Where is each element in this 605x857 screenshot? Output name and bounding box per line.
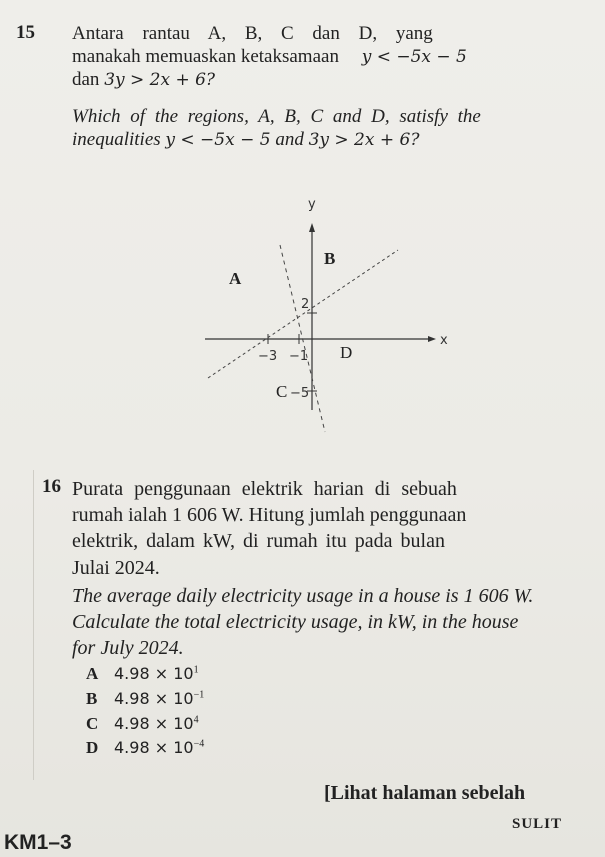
q15-english-line-2-text: inequalities [72, 129, 161, 150]
q16-malay-line-3: elektrik, dalam kW, di rumah itu pada bulan [72, 530, 445, 552]
option-d[interactable] [86, 738, 204, 758]
q15-malay-line-1: Antara rantau A, B, C dan D, yang [72, 23, 433, 44]
option-c[interactable] [86, 714, 199, 734]
q15-english-line-1: Which of the regions, A, B, C and D, satisfy the [72, 106, 481, 127]
question-15-number: 15 [16, 22, 35, 43]
next-page-note: [Lihat halaman sebelah [324, 782, 526, 804]
tick-label-x-neg1: −1 [289, 349, 309, 364]
q15-english-inequality-2: 3y > 2x + 6? [308, 130, 420, 150]
q16-malay-line-2: rumah ialah 1 606 W. Hitung jumlah penggunaan [72, 504, 467, 526]
paper-code: KM1–3 [4, 831, 72, 854]
q15-inequality-2: 3y > 2x + 6? [104, 70, 216, 90]
tick-label-y-neg5: −5 [290, 386, 310, 401]
region-a-label: A [229, 269, 242, 288]
option-d-exponent: −4 [193, 738, 205, 750]
x-axis-arrow-icon [428, 336, 436, 342]
option-b[interactable] [86, 689, 204, 709]
q16-malay-line-4: Julai 2024. [72, 557, 160, 579]
q15-malay-line-2-text: manakah memuaskan ketaksamaan [72, 46, 339, 67]
q15-malay-line-3-text: dan [72, 69, 100, 90]
region-b-label: B [324, 249, 336, 268]
option-c-exponent: 4 [193, 714, 199, 726]
option-d-letter: D [86, 738, 99, 757]
option-c-mantissa: 4.98 × 10 [114, 714, 194, 733]
option-b-letter: B [86, 689, 98, 708]
option-d-mantissa: 4.98 × 10 [114, 738, 194, 757]
q15-malay-line-2 [72, 45, 467, 69]
option-b-exponent: −1 [193, 689, 205, 701]
tick-label-y-2: 2 [301, 297, 310, 312]
sulit-label: SULIT [512, 816, 563, 832]
option-a[interactable] [86, 664, 199, 684]
q15-inequality-1: y < −5x − 5 [361, 47, 467, 67]
q16-malay-line-1: Purata penggunaan elektrik harian di sebuah [72, 478, 457, 500]
q15-english-inequality-1: y < −5x − 5 [165, 130, 271, 150]
option-c-letter: C [86, 714, 99, 733]
y-axis-label: y [308, 197, 316, 212]
q16-english-line-3: for July 2024. [72, 637, 184, 659]
option-a-mantissa: 4.98 × 10 [114, 664, 194, 683]
q15-english-line-2 [72, 128, 419, 152]
q15-english-and: and [275, 129, 304, 150]
region-d-label: D [340, 343, 353, 362]
option-a-letter: A [86, 664, 99, 683]
x-axis-label: x [440, 333, 448, 348]
tick-label-x-neg3: −3 [258, 349, 278, 364]
margin-divider [33, 470, 34, 780]
q16-english-line-2: Calculate the total electricity usage, in kW, in the house [72, 611, 519, 633]
q15-malay-line-3 [72, 68, 215, 92]
option-b-mantissa: 4.98 × 10 [114, 689, 194, 708]
y-axis-arrow-icon [309, 223, 315, 232]
inequality-graph [195, 190, 455, 440]
option-a-exponent: 1 [193, 664, 199, 676]
question-16-number: 16 [42, 476, 61, 497]
q16-english-line-1: The average daily electricity usage in a house is 1 606 W. [72, 585, 534, 607]
region-c-label: C [276, 382, 288, 401]
